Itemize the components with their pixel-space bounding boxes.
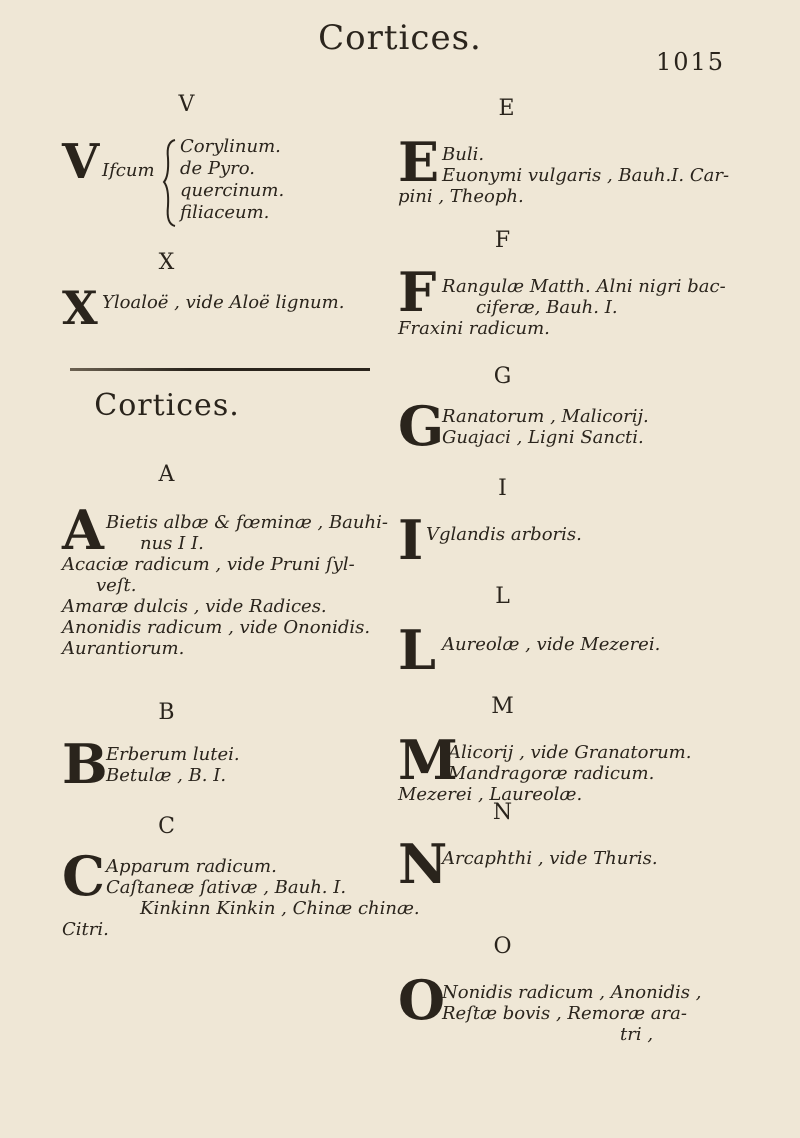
initial-i: I [398,508,424,572]
entry-line: Guajaci , Ligni Sancti. [442,427,644,448]
initial-c: C [62,844,105,908]
initial-a: A [62,498,104,562]
entry-line: Amaræ dulcis , vide Radices. [62,596,327,617]
entry-line: Mandragoræ radicum. [448,763,655,784]
entry-line: Mezerei , Laureolæ. [398,784,583,805]
entry-line: Citri. [62,919,109,940]
entry-f-lines [398,276,728,339]
letter-head-e: E [498,96,516,121]
entry-line: Rangulæ Matth. Alni nigri bac- [442,276,726,297]
letter-head-b: B [158,700,176,725]
initial-v: V [62,134,100,190]
section-title: Cortices. [94,388,240,423]
letter-head-a: A [158,462,176,487]
entry-line: ciferæ, Bauh. I. [476,297,618,318]
entry-line: Betulæ , B. I. [106,765,227,786]
entry-line: Reſtæ bovis , Remoræ ara- [442,1003,687,1024]
letter-head-c: C [158,814,176,839]
initial-n: N [398,832,448,896]
entry-line: Kinkinn Kinkin , Chinæ chinæ. [140,898,420,919]
entry-line: pini , Theoph. [398,186,524,207]
page-number: 1015 [656,48,726,76]
entry-line: tri , [620,1024,654,1045]
entry-line: Alicorij , vide Granatorum. [448,742,692,763]
entry-line: Anonidis radicum , vide Ononidis. [62,617,371,638]
entry-line: Vglandis arboris. [426,524,582,545]
entry-line: veſt. [96,575,137,596]
divider-rule [70,368,370,371]
entry-line: Euonymi vulgaris , Bauh.I. Car- [442,165,730,186]
brace-item: de Pyro. [180,158,256,179]
brace-mark [162,138,178,228]
letter-head-i: I [498,476,508,501]
initial-g: G [398,394,445,458]
running-title: Cortices. [318,18,482,58]
entry-o-lines [442,982,728,1045]
entry-m-lines [398,742,728,805]
initial-m: M [398,728,458,792]
entry-e-lines [398,144,730,207]
initial-e: E [398,130,440,194]
entry-g-lines [442,406,728,448]
entry-v-lemma: Ifcum [102,160,155,181]
initial-b: B [62,732,108,796]
letter-head-g: G [493,364,513,389]
entry-line: Nonidis radicum , Anonidis , [442,982,702,1003]
entry-b-lines [106,744,392,786]
entry-line: Aureolæ , vide Mezerei. [442,634,661,655]
letter-head-m: M [491,694,515,719]
entry-line: Aurantiorum. [62,638,185,659]
letter-head-o: O [493,934,513,959]
entry-n-lines [442,848,728,869]
letter-head-f: F [494,228,512,253]
initial-f: F [398,260,437,324]
entry-c-lines [62,856,420,940]
initial-x: X [62,281,98,335]
entry-x-lines [102,292,392,313]
initial-l: L [398,618,436,682]
brace-item: filiaceum. [180,202,270,223]
entry-line: Apparum radicum. [106,856,277,877]
entry-line: Yloaloë , vide Aloë lignum. [102,292,345,313]
entry-l-lines [442,634,728,655]
letter-head-l: L [495,584,511,609]
letter-head-v: V [178,92,196,117]
letter-head-n: N [492,800,514,825]
brace-item: Corylinum. [180,136,281,157]
brace-item: quercinum. [180,180,285,201]
entry-line: Acaciæ radicum , vide Pruni ſyl- [62,554,355,575]
entry-line: Caſtaneæ ſativæ , Bauh. I. [106,877,347,898]
entry-line: Ranatorum , Malicorij. [442,406,649,427]
entry-line: Erberum lutei. [106,744,240,765]
entry-line: Fraxini radicum. [398,318,550,339]
entry-line: Bietis albæ & fœminæ , Bauhi- [106,512,388,533]
letter-head-x: X [158,250,176,275]
entry-line: Buli. [442,144,485,165]
entry-i-lines [426,524,728,545]
entry-line: nus I I. [140,533,204,554]
initial-o: O [398,968,446,1032]
entry-line: Arcaphthi , vide Thuris. [442,848,658,869]
brace-list [180,136,284,224]
